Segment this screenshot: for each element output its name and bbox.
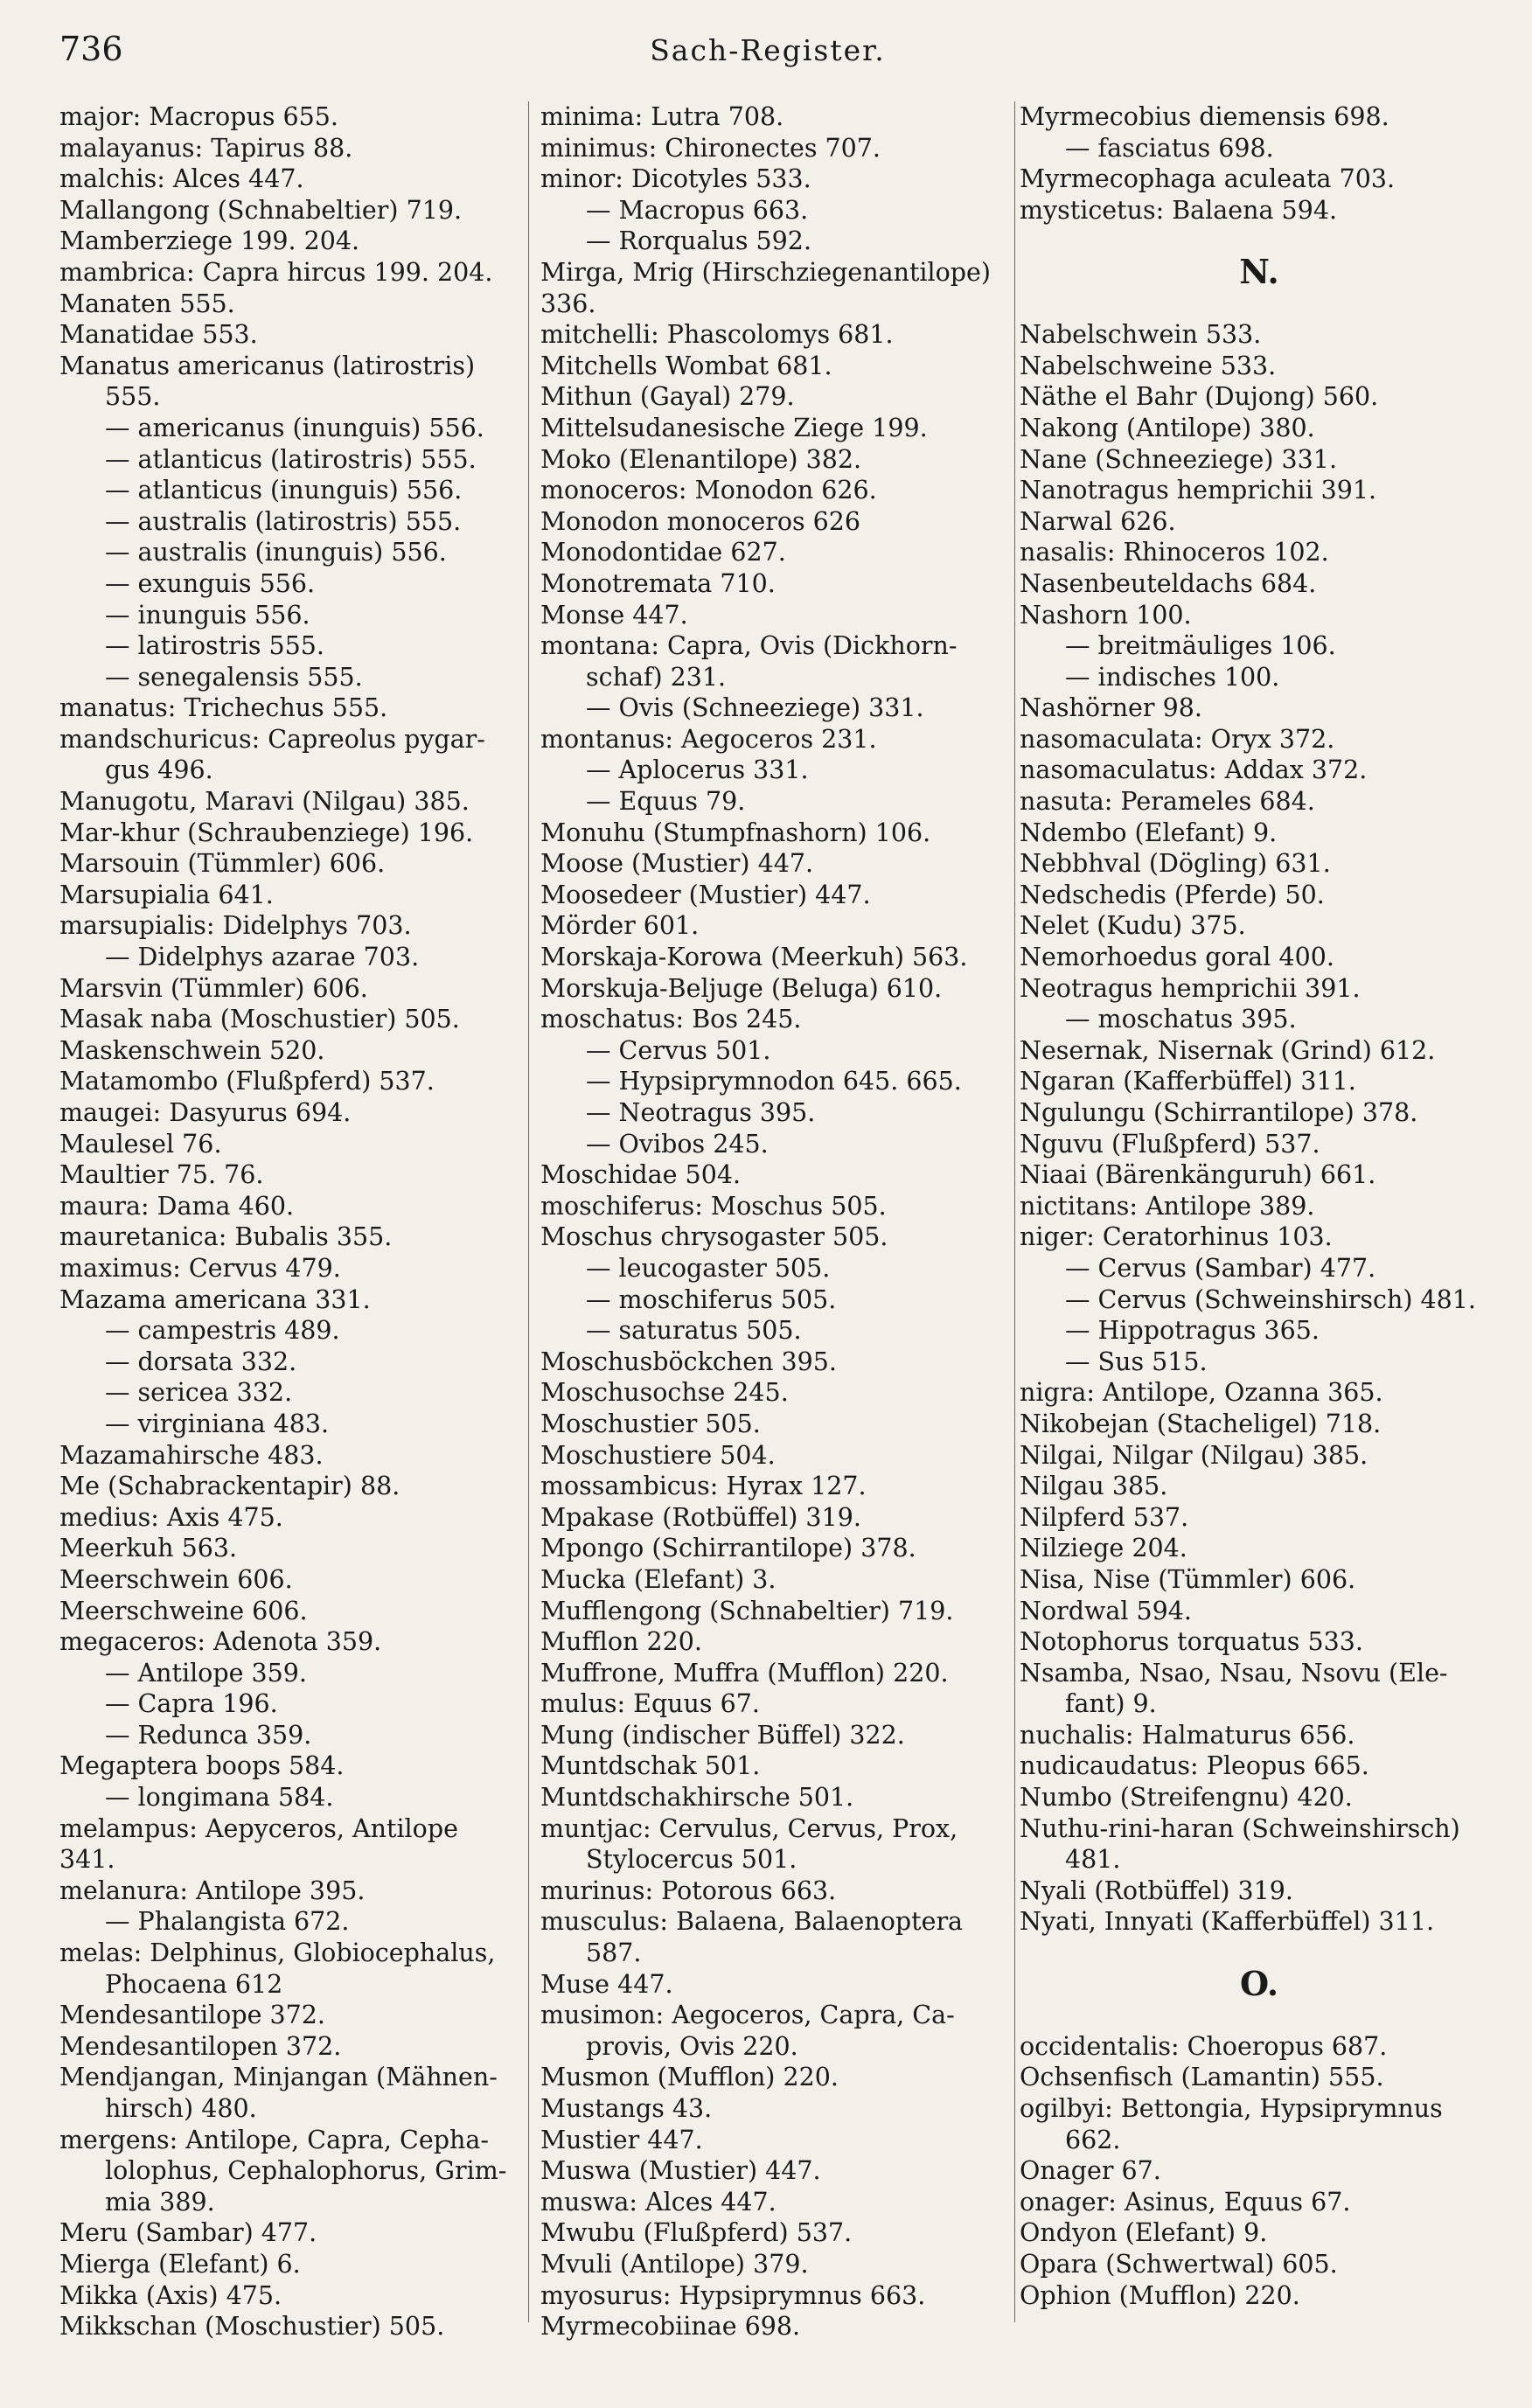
- page-header: [59, 30, 1476, 73]
- index-subentry: gus 496.: [105, 755, 213, 785]
- index-entry: Moko (Elenantilope) 382.: [540, 444, 862, 474]
- index-entry: Notophorus torquatus 533.: [1020, 1627, 1363, 1657]
- index-subentry: — fasciatus 698.: [1065, 133, 1274, 163]
- index-entry: Myrmecophaga aculeata 703.: [1020, 164, 1396, 194]
- index-entry: nuchalis: Halmaturus 656.: [1020, 1720, 1355, 1750]
- index-entry: montana: Capra, Ovis (Dickhorn-: [540, 631, 958, 661]
- index-entry: megaceros: Adenota 359.: [59, 1627, 382, 1657]
- index-column-2: [540, 101, 1014, 2342]
- index-entry: ogilbyi: Bettongia, Hypsiprymnus: [1020, 2094, 1443, 2124]
- index-entry: Mazama americana 331.: [59, 1284, 371, 1314]
- index-entry: Muffrone, Muffra (Mufflon) 220.: [540, 1658, 949, 1688]
- index-subentry: 587.: [586, 1938, 642, 1968]
- index-entry: Monotremata 710.: [540, 568, 776, 598]
- index-entry: mulus: Equus 67.: [540, 1689, 760, 1719]
- index-entry: mysticetus: Balaena 594.: [1020, 195, 1338, 225]
- index-entry: onager: Asinus, Equus 67.: [1020, 2187, 1351, 2217]
- index-entry: nasomaculata: Oryx 372.: [1020, 724, 1335, 754]
- index-entry: Mikkschan (Moschustier) 505.: [59, 2312, 445, 2342]
- index-entry: Ondyon (Elefant) 9.: [1020, 2218, 1268, 2248]
- index-entry: manatus: Trichechus 555.: [59, 693, 388, 723]
- index-subentry: 662.: [1065, 2125, 1121, 2154]
- index-entry: Manatidae 553.: [59, 320, 258, 350]
- index-entry: melas: Delphinus, Globiocephalus,: [59, 1938, 496, 1968]
- index-entry: maura: Dama 460.: [59, 1191, 295, 1221]
- index-entry: musimon: Aegoceros, Capra, Ca-: [540, 2001, 955, 2030]
- index-entry: Nakong (Antilope) 380.: [1020, 413, 1315, 442]
- index-entry: Narwal 626.: [1020, 506, 1176, 536]
- index-entry: Muntdschak 501.: [540, 1751, 761, 1781]
- index-entry: Mendesantilopen 372.: [59, 2031, 342, 2061]
- index-entry: Mierga (Elefant) 6.: [59, 2249, 301, 2279]
- index-entry: melanura: Antilope 395.: [59, 1876, 366, 1905]
- index-entry: nictitans: Antilope 389.: [1020, 1191, 1315, 1221]
- index-entry: Nilziege 204.: [1020, 1534, 1187, 1563]
- index-entry: Morskaja-Korowa (Meerkuh) 563.: [540, 943, 968, 972]
- index-subentry: — atlanticus (latirostris) 555.: [105, 444, 477, 474]
- index-entry: Mufflon 220.: [540, 1627, 702, 1657]
- index-entry: Moosedeer (Mustier) 447.: [540, 880, 871, 909]
- index-entry: Monuhu (Stumpfnashorn) 106.: [540, 818, 931, 847]
- index-subentry: Stylocercus 501.: [586, 1845, 797, 1875]
- index-entry: Nilpferd 537.: [1020, 1502, 1189, 1532]
- index-entry: Morskuja-Beljuge (Beluga) 610.: [540, 973, 943, 1003]
- index-entry: Manatus americanus (latirostris): [59, 351, 476, 380]
- index-subentry: — Neotragus 395.: [586, 1098, 816, 1127]
- index-subentry: — australis (latirostris) 555.: [105, 506, 462, 536]
- index-entry: Ngulungu (Schirrantilope) 378.: [1020, 1098, 1418, 1128]
- index-entry: marsupialis: Didelphys 703.: [59, 911, 412, 941]
- index-entry: moschiferus: Moschus 505.: [540, 1191, 887, 1221]
- index-entry: Meerkuh 563.: [59, 1534, 238, 1563]
- index-entry: nudicaudatus: Pleopus 665.: [1020, 1751, 1369, 1781]
- index-subentry: — moschiferus 505.: [586, 1284, 837, 1314]
- index-entry: mauretanica: Bubalis 355.: [59, 1222, 393, 1252]
- index-entry: montanus: Aegoceros 231.: [540, 724, 877, 754]
- index-subentry: — inunguis 556.: [105, 600, 310, 630]
- index-entry: mergens: Antilope, Capra, Cepha-: [59, 2125, 489, 2154]
- index-entry: Mikka (Axis) 475.: [59, 2280, 282, 2310]
- index-entry: Nane (Schneeziege) 331.: [1020, 444, 1337, 474]
- index-entry: Onager 67.: [1020, 2156, 1161, 2186]
- index-entry: Nilgai, Nilgar (Nilgau) 385.: [1020, 1440, 1368, 1470]
- index-entry: Mendjangan, Minjangan (Mähnen-: [59, 2063, 498, 2092]
- index-entry: malayanus: Tapirus 88.: [59, 133, 353, 163]
- index-subentry: — virginiana 483.: [105, 1409, 330, 1438]
- index-entry: Mucka (Elefant) 3.: [540, 1564, 776, 1594]
- index-subentry: — atlanticus (inunguis) 556.: [105, 476, 463, 505]
- index-entry: Nabelschwein 533.: [1020, 320, 1262, 350]
- index-entry: Muse 447.: [540, 1969, 673, 1999]
- index-entry: Niaai (Bärenkänguruh) 661.: [1020, 1160, 1376, 1190]
- index-entry: minor: Dicotyles 533.: [540, 164, 811, 194]
- page-number: 736: [59, 30, 123, 68]
- index-entry: Ochsenfisch (Lamantin) 555.: [1020, 2063, 1384, 2092]
- index-subentry: — Antilope 359.: [105, 1658, 307, 1688]
- index-entry: nasomaculatus: Addax 372.: [1020, 755, 1368, 785]
- index-subentry: — Cervus (Sambar) 477.: [1065, 1253, 1376, 1283]
- index-entry: Nashorn 100.: [1020, 600, 1192, 630]
- index-subentry: — saturatus 505.: [586, 1316, 802, 1346]
- index-subentry: provis, Ovis 220.: [586, 2031, 798, 2061]
- index-entry: Myrmecobiinae 698.: [540, 2312, 801, 2342]
- index-subentry: — longimana 584.: [105, 1783, 334, 1813]
- index-subentry: 481.: [1065, 1845, 1121, 1875]
- index-entry: Maultier 75. 76.: [59, 1160, 264, 1190]
- index-entry: Meerschwein 606.: [59, 1564, 293, 1594]
- index-entry: maugei: Dasyurus 694.: [59, 1098, 352, 1127]
- index-entry: 336.: [540, 289, 596, 318]
- index-subentry: — Aplocerus 331.: [586, 755, 809, 785]
- index-subentry: — campestris 489.: [105, 1316, 340, 1346]
- index-entry: nigra: Antilope, Ozanna 365.: [1020, 1378, 1383, 1408]
- index-entry: Mamberziege 199. 204.: [59, 226, 360, 256]
- index-entry: Marsvin (Tümmler) 606.: [59, 973, 368, 1003]
- index-entry: nasalis: Rhinoceros 102.: [1020, 538, 1329, 567]
- index-entry: Ngaran (Kafferbüffel) 311.: [1020, 1067, 1356, 1096]
- index-subentry: — americanus (inunguis) 556.: [105, 413, 484, 442]
- index-entry: muswa: Alces 447.: [540, 2187, 776, 2217]
- index-entry: Nuthu-rini-haran (Schweinshirsch): [1020, 1813, 1460, 1843]
- index-entry: maximus: Cervus 479.: [59, 1253, 341, 1283]
- index-entry: Moschus chrysogaster 505.: [540, 1222, 888, 1252]
- index-entry: Monodon monoceros 626: [540, 506, 861, 536]
- index-entry: Mung (indischer Büffel) 322.: [540, 1720, 905, 1750]
- index-entry: Mörder 601.: [540, 911, 700, 941]
- index-entry: Manaten 555.: [59, 289, 235, 318]
- index-subentry: — Cervus (Schweinshirsch) 481.: [1065, 1284, 1476, 1314]
- index-subentry: mia 389.: [105, 2187, 215, 2217]
- index-entry: Manugotu, Maravi (Nilgau) 385.: [59, 787, 470, 817]
- index-entry: Nanotragus hemprichii 391.: [1020, 476, 1377, 505]
- index-entry: mitchelli: Phascolomys 681.: [540, 320, 894, 350]
- index-entry: Monse 447.: [540, 600, 688, 630]
- index-entry: Mustangs 43.: [540, 2094, 713, 2123]
- page-title: Sach-Register.: [650, 33, 886, 67]
- index-entry: Mar-khur (Schraubenziege) 196.: [59, 818, 474, 847]
- index-entry: Nelet (Kudu) 375.: [1020, 911, 1246, 941]
- index-entry: musculus: Balaena, Balaenoptera: [540, 1907, 964, 1937]
- index-entry: Ophion (Mufflon) 220.: [1020, 2280, 1300, 2310]
- index-entry: myosurus: Hypsiprymnus 663.: [540, 2280, 926, 2310]
- index-subentry: — latirostris 555.: [105, 631, 324, 661]
- index-subentry: — leucogaster 505.: [586, 1253, 831, 1283]
- index-entry: moschatus: Bos 245.: [540, 1005, 802, 1034]
- column-divider: [1014, 101, 1015, 2322]
- index-entry: Mitchells Wombat 681.: [540, 351, 832, 380]
- index-entry: Mirga, Mrig (Hirschziegenantilope): [540, 257, 992, 287]
- index-entry: mambrica: Capra hircus 199. 204.: [59, 257, 493, 287]
- index-subentry: — Didelphys azarae 703.: [105, 943, 420, 972]
- index-entry: nasuta: Perameles 684.: [1020, 787, 1315, 817]
- index-entry: Meru (Sambar) 477.: [59, 2218, 317, 2248]
- index-subentry: — Cervus 501.: [586, 1035, 771, 1065]
- index-subentry: — Sus 515.: [1065, 1347, 1208, 1376]
- index-entry: mossambicus: Hyrax 127.: [540, 1472, 867, 1501]
- index-entry: Nsamba, Nsao, Nsau, Nsovu (Ele-: [1020, 1658, 1448, 1688]
- index-subentry: hirsch) 480.: [105, 2094, 257, 2123]
- index-subentry: — indisches 100.: [1065, 662, 1280, 692]
- index-entry: monoceros: Monodon 626.: [540, 476, 877, 505]
- index-entry: Mustier 447.: [540, 2125, 703, 2154]
- index-entry: Mittelsudanesische Ziege 199.: [540, 413, 928, 442]
- index-entry: niger: Ceratorhinus 103.: [1020, 1222, 1333, 1252]
- index-entry: Nesernak, Nisernak (Grind) 612.: [1020, 1035, 1436, 1065]
- index-entry: Marsouin (Tümmler) 606.: [59, 849, 386, 879]
- index-entry: Nebbhval (Dögling) 631.: [1020, 849, 1331, 879]
- index-subentry: — Ovibos 245.: [586, 1129, 769, 1159]
- index-entry: murinus: Potorous 663.: [540, 1876, 837, 1905]
- index-entry: Megaptera boops 584.: [59, 1751, 345, 1781]
- index-entry: Nordwal 594.: [1020, 1596, 1192, 1625]
- index-entry: Meerschweine 606.: [59, 1596, 308, 1625]
- section-letter: O.: [1239, 1964, 1279, 2004]
- index-entry: Opara (Schwertwal) 605.: [1020, 2250, 1338, 2279]
- index-entry: Monodontidae 627.: [540, 538, 786, 567]
- index-entry: Maulesel 76.: [59, 1129, 222, 1159]
- index-entry: minima: Lutra 708.: [540, 102, 784, 131]
- index-entry: Maskenschwein 520.: [59, 1035, 325, 1065]
- index-entry: Mallangong (Schnabeltier) 719.: [59, 195, 463, 225]
- index-subentry: — Macropus 663.: [586, 195, 809, 225]
- index-entry: Nasenbeuteldachs 684.: [1020, 568, 1317, 598]
- index-entry: Moschustier 505.: [540, 1409, 761, 1438]
- index-entry: Masak naba (Moschustier) 505.: [59, 1005, 460, 1034]
- index-entry: Musmon (Mufflon) 220.: [540, 2063, 839, 2092]
- index-entry: Mvuli (Antilope) 379.: [540, 2249, 809, 2279]
- index-subentry: — Capra 196.: [105, 1689, 278, 1719]
- index-entry: muntjac: Cervulus, Cervus, Prox,: [540, 1813, 958, 1843]
- index-entry: medius: Axis 475.: [59, 1502, 283, 1532]
- index-subentry: — sericea 332.: [105, 1378, 293, 1408]
- index-entry: Mendesantilope 372.: [59, 2001, 325, 2030]
- index-entry: Ndembo (Elefant) 9.: [1020, 818, 1278, 847]
- index-subentry: — Hypsiprymnodon 645. 665.: [586, 1067, 962, 1096]
- index-entry: Matamombo (Flußpferd) 537.: [59, 1067, 435, 1096]
- index-subentry: — senegalensis 555.: [105, 662, 363, 692]
- index-entry: Nashörner 98.: [1020, 693, 1202, 723]
- index-entry: Nilgau 385.: [1020, 1472, 1168, 1501]
- index-entry: Neotragus hemprichii 391.: [1020, 973, 1361, 1003]
- index-entry: Moschusböckchen 395.: [540, 1347, 837, 1376]
- index-entry: Me (Schabrackentapir) 88.: [59, 1472, 400, 1501]
- index-entry: Nabelschweine 533.: [1020, 351, 1277, 380]
- index-entry: Mpongo (Schirrantilope) 378.: [540, 1534, 916, 1563]
- section-letter: N.: [1239, 252, 1279, 292]
- index-entry: mandschuricus: Capreolus pygar-: [59, 724, 485, 754]
- index-entry: Muswa (Mustier) 447.: [540, 2156, 821, 2186]
- index-entry: Mithun (Gayal) 279.: [540, 382, 795, 412]
- index-entry: Mufflengong (Schnabeltier) 719.: [540, 1596, 954, 1625]
- index-entry: Nedschedis (Pferde) 50.: [1020, 880, 1325, 909]
- index-column-1: [59, 101, 528, 2342]
- index-entry: Nisa, Nise (Tümmler) 606.: [1020, 1564, 1356, 1594]
- index-subentry: fant) 9.: [1065, 1689, 1157, 1719]
- index-subentry: — Rorqualus 592.: [586, 226, 812, 256]
- index-subentry: — exunguis 556.: [105, 568, 316, 598]
- index-subentry: — breitmäuliges 106.: [1065, 631, 1336, 661]
- index-entry: malchis: Alces 447.: [59, 164, 304, 194]
- index-subentry: — Phalangista 672.: [105, 1907, 350, 1937]
- index-entry: Mpakase (Rotbüffel) 319.: [540, 1502, 861, 1532]
- index-entry: Moschidae 504.: [540, 1160, 742, 1190]
- index-entry: Muntdschakhirsche 501.: [540, 1783, 854, 1813]
- index-entry: Moschusochse 245.: [540, 1378, 789, 1408]
- index-entry: Moose (Mustier) 447.: [540, 849, 814, 879]
- index-entry: Nikobejan (Stacheligel) 718.: [1020, 1409, 1382, 1438]
- index-subentry: — Ovis (Schneeziege) 331.: [586, 693, 924, 723]
- column-divider: [528, 101, 529, 2322]
- index-column-3: [1020, 101, 1499, 2311]
- index-entry: Nemorhoedus goral 400.: [1020, 943, 1334, 972]
- index-subentry: — Equus 79.: [586, 787, 746, 817]
- index-subentry: — Redunca 359.: [105, 1720, 312, 1750]
- index-entry: 341.: [59, 1845, 115, 1875]
- index-subentry: Phocaena 612: [105, 1969, 283, 1999]
- index-entry: minimus: Chironectes 707.: [540, 133, 881, 163]
- index-entry: major: Macropus 655.: [59, 102, 338, 131]
- index-subentry: — australis (inunguis) 556.: [105, 538, 447, 567]
- index-entry: Mazamahirsche 483.: [59, 1440, 324, 1470]
- index-entry: melampus: Aepyceros, Antilope: [59, 1813, 458, 1843]
- index-subentry: lolophus, Cephalophorus, Grim-: [105, 2156, 507, 2186]
- index-entry: Nyati, Innyati (Kafferbüffel) 311.: [1020, 1907, 1435, 1937]
- index-entry: Nguvu (Flußpferd) 537.: [1020, 1129, 1320, 1159]
- index-subentry: — Hippotragus 365.: [1065, 1316, 1320, 1346]
- index-entry: Numbo (Streifengnu) 420.: [1020, 1783, 1353, 1813]
- index-entry: Mwubu (Flußpferd) 537.: [540, 2218, 853, 2248]
- index-entry: Nyali (Rotbüffel) 319.: [1020, 1876, 1293, 1905]
- index-entry: occidentalis: Choeropus 687.: [1020, 2031, 1388, 2061]
- index-subentry: — dorsata 332.: [105, 1347, 297, 1376]
- index-entry: Näthe el Bahr (Dujong) 560.: [1020, 382, 1379, 412]
- index-subentry: 555.: [105, 382, 161, 412]
- index-subentry: — moschatus 395.: [1065, 1005, 1297, 1034]
- index-entry: Myrmecobius diemensis 698.: [1020, 102, 1389, 131]
- index-entry: Marsupialia 641.: [59, 880, 274, 909]
- index-entry: Moschustiere 504.: [540, 1440, 776, 1470]
- index-subentry: schaf) 231.: [586, 662, 727, 692]
